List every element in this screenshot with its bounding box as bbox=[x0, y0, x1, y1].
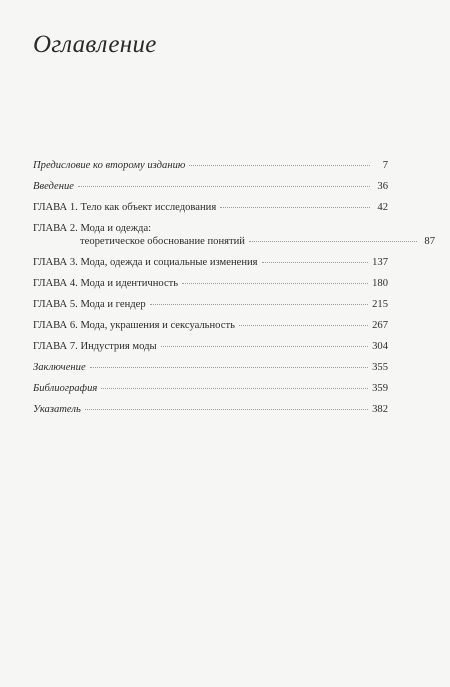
toc-entry-page: 87 bbox=[424, 236, 435, 247]
toc-entry-introduction[interactable] bbox=[33, 180, 388, 193]
toc-entry-chapter-5[interactable] bbox=[33, 298, 388, 311]
toc-entry-chapter-4[interactable] bbox=[33, 277, 388, 290]
toc-entry-chapter-2[interactable] bbox=[33, 222, 435, 248]
toc-entry-preface[interactable] bbox=[33, 159, 388, 172]
toc-entry-label: Введение bbox=[33, 181, 74, 192]
toc-entry-page: 42 bbox=[377, 202, 388, 213]
toc-entry-label: Библиография bbox=[33, 383, 98, 394]
page-title: Оглавление bbox=[33, 31, 157, 58]
toc-entry-page: 215 bbox=[372, 299, 388, 310]
toc-entry-index[interactable] bbox=[33, 403, 388, 416]
toc-entry-label: Указатель bbox=[33, 404, 81, 415]
toc-entry-page: 359 bbox=[372, 383, 388, 394]
dot-leader bbox=[262, 262, 369, 263]
toc-entry-label: ГЛАВА 3. Мода, одежда и социальные изменения bbox=[33, 257, 258, 268]
dot-leader bbox=[150, 304, 368, 305]
dot-leader bbox=[78, 186, 370, 187]
toc-entry-label: ГЛАВА 7. Индустрия моды bbox=[33, 341, 157, 352]
toc-entry-chapter-7[interactable] bbox=[33, 340, 388, 353]
table-of-contents bbox=[33, 159, 435, 416]
toc-entry-page: 180 bbox=[372, 278, 388, 289]
toc-entry-label: ГЛАВА 4. Мода и идентичность bbox=[33, 278, 179, 289]
toc-entry-page: 304 bbox=[372, 341, 388, 352]
toc-entry-chapter-6[interactable] bbox=[33, 319, 388, 332]
toc-entry-page: 382 bbox=[372, 404, 388, 415]
toc-entry-bibliography[interactable] bbox=[33, 382, 388, 395]
toc-entry-label: Заключение bbox=[33, 362, 86, 373]
dot-leader bbox=[182, 283, 368, 284]
toc-entry-label: ГЛАВА 6. Мода, украшения и сексуальность bbox=[33, 320, 235, 331]
toc-entry-page: 267 bbox=[372, 320, 388, 331]
dot-leader bbox=[161, 346, 368, 347]
dot-leader bbox=[239, 325, 368, 326]
toc-entry-page: 36 bbox=[377, 181, 388, 192]
toc-entry-label: Предисловие ко второму изданию bbox=[33, 160, 186, 171]
dot-leader bbox=[85, 409, 368, 410]
dot-leader bbox=[249, 241, 417, 242]
toc-entry-label-line1: ГЛАВА 2. Мода и одежда: bbox=[33, 223, 152, 234]
dot-leader bbox=[220, 207, 370, 208]
dot-leader bbox=[189, 165, 370, 166]
toc-entry-page: 137 bbox=[372, 257, 388, 268]
toc-entry-chapter-3[interactable] bbox=[33, 256, 388, 269]
dot-leader bbox=[101, 388, 368, 389]
toc-entry-conclusion[interactable] bbox=[33, 361, 388, 374]
toc-entry-chapter-1[interactable] bbox=[33, 201, 388, 214]
toc-entry-label: ГЛАВА 1. Тело как объект исследования bbox=[33, 202, 217, 213]
toc-entry-label: ГЛАВА 5. Мода и гендер bbox=[33, 299, 146, 310]
toc-entry-page: 7 bbox=[382, 160, 388, 171]
toc-entry-label-line2: теоретическое обоснование понятий bbox=[80, 236, 245, 247]
toc-entry-page: 355 bbox=[372, 362, 388, 373]
dot-leader bbox=[90, 367, 368, 368]
